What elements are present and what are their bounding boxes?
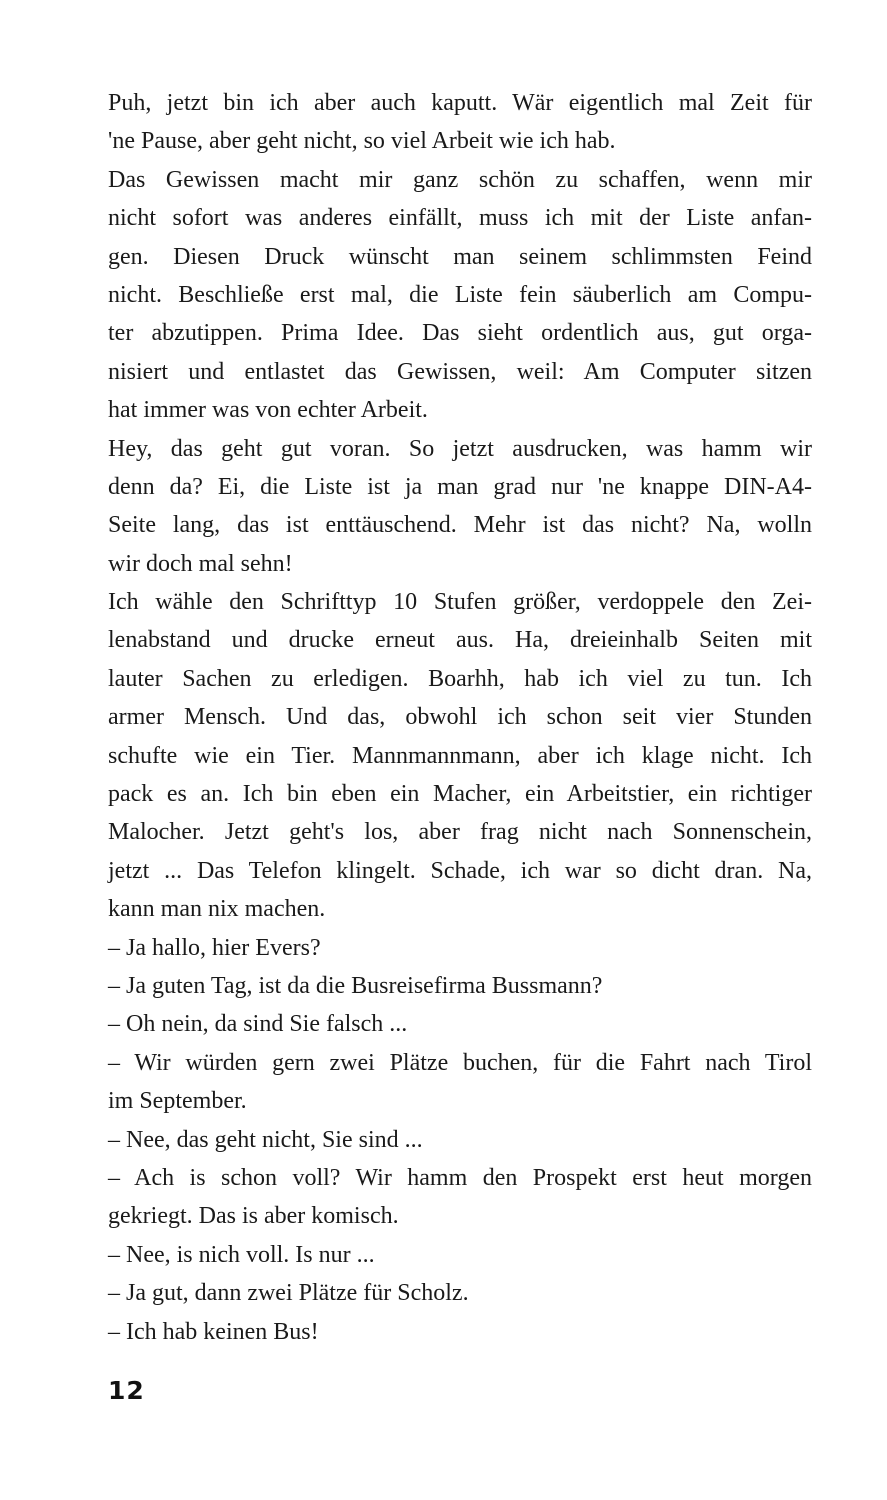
text-line: schufte wie ein Tier. Mannmannmann, aber ich klage nicht. Ich <box>108 742 812 769</box>
text-line: gen. Diesen Druck wünscht man seinem schlimmsten Feind <box>108 243 812 270</box>
text-line: nisiert und entlastet das Gewissen, weil: Am Computer sitzen <box>108 358 812 385</box>
text-line: – Ich hab keinen Bus! <box>108 1318 319 1345</box>
text-line: – Nee, das geht nicht, Sie sind ... <box>108 1126 423 1153</box>
text-line: im September. <box>108 1088 247 1115</box>
text-line: jetzt ... Das Telefon klingelt. Schade, ich war so dicht dran. Na, <box>108 857 812 884</box>
text-line: Seite lang, das ist enttäuschend. Mehr ist das nicht? Na, wolln <box>108 512 812 539</box>
text-line: Malocher. Jetzt geht's los, aber frag nicht nach Sonnenschein, <box>108 819 812 846</box>
text-line: armer Mensch. Und das, obwohl ich schon seit vier Stunden <box>108 704 812 731</box>
text-line: wir doch mal sehn! <box>108 550 293 577</box>
text-line: hat immer was von echter Arbeit. <box>108 397 428 424</box>
text-line: lauter Sachen zu erledigen. Boarhh, hab ich viel zu tun. Ich <box>108 665 812 692</box>
text-line: – Ja hallo, hier Evers? <box>108 934 321 961</box>
text-line: lenabstand und drucke erneut aus. Ha, dreieinhalb Seiten mit <box>108 627 812 654</box>
text-line: – Wir würden gern zwei Plätze buchen, für die Fahrt nach Tirol <box>108 1049 812 1076</box>
text-line: – Ach is schon voll? Wir hamm den Prospekt erst heut morgen <box>108 1164 812 1191</box>
text-line: kann man nix machen. <box>108 896 326 923</box>
text-line: Puh, jetzt bin ich aber auch kaputt. Wär eigentlich mal Zeit für <box>108 90 812 116</box>
text-line: Ich wähle den Schrifttyp 10 Stufen größer, verdoppele den Zei- <box>108 589 812 616</box>
text-line: pack es an. Ich bin eben ein Macher, ein Arbeitstier, ein richtiger <box>108 781 812 808</box>
text-line: – Nee, is nich voll. Is nur ... <box>108 1241 375 1268</box>
text-line: ter abzutippen. Prima Idee. Das sieht ordentlich aus, gut orga- <box>108 320 812 347</box>
text-line: nicht. Beschließe erst mal, die Liste fein säuberlich am Compu- <box>108 281 812 308</box>
text-line: 'ne Pause, aber geht nicht, so viel Arbeit wie ich hab. <box>108 128 616 155</box>
text-line: nicht sofort was anderes einfällt, muss ich mit der Liste anfan- <box>108 205 812 232</box>
text-line: denn da? Ei, die Liste ist ja man grad nur 'ne knappe DIN-A4- <box>108 473 812 500</box>
text-line: – Ja guten Tag, ist da die Busreisefirma Bussmann? <box>108 972 603 999</box>
text-line: – Oh nein, da sind Sie falsch ... <box>108 1011 408 1038</box>
text-line: Hey, das geht gut voran. So jetzt ausdrucken, was hamm wir <box>108 435 812 462</box>
text-line: Das Gewissen macht mir ganz schön zu schaffen, wenn mir <box>108 166 812 193</box>
text-line: gekriegt. Das is aber komisch. <box>108 1203 399 1230</box>
body-text <box>108 84 812 1351</box>
page-number: 12 <box>108 1376 145 1405</box>
text-line: – Ja gut, dann zwei Plätze für Scholz. <box>108 1280 469 1307</box>
